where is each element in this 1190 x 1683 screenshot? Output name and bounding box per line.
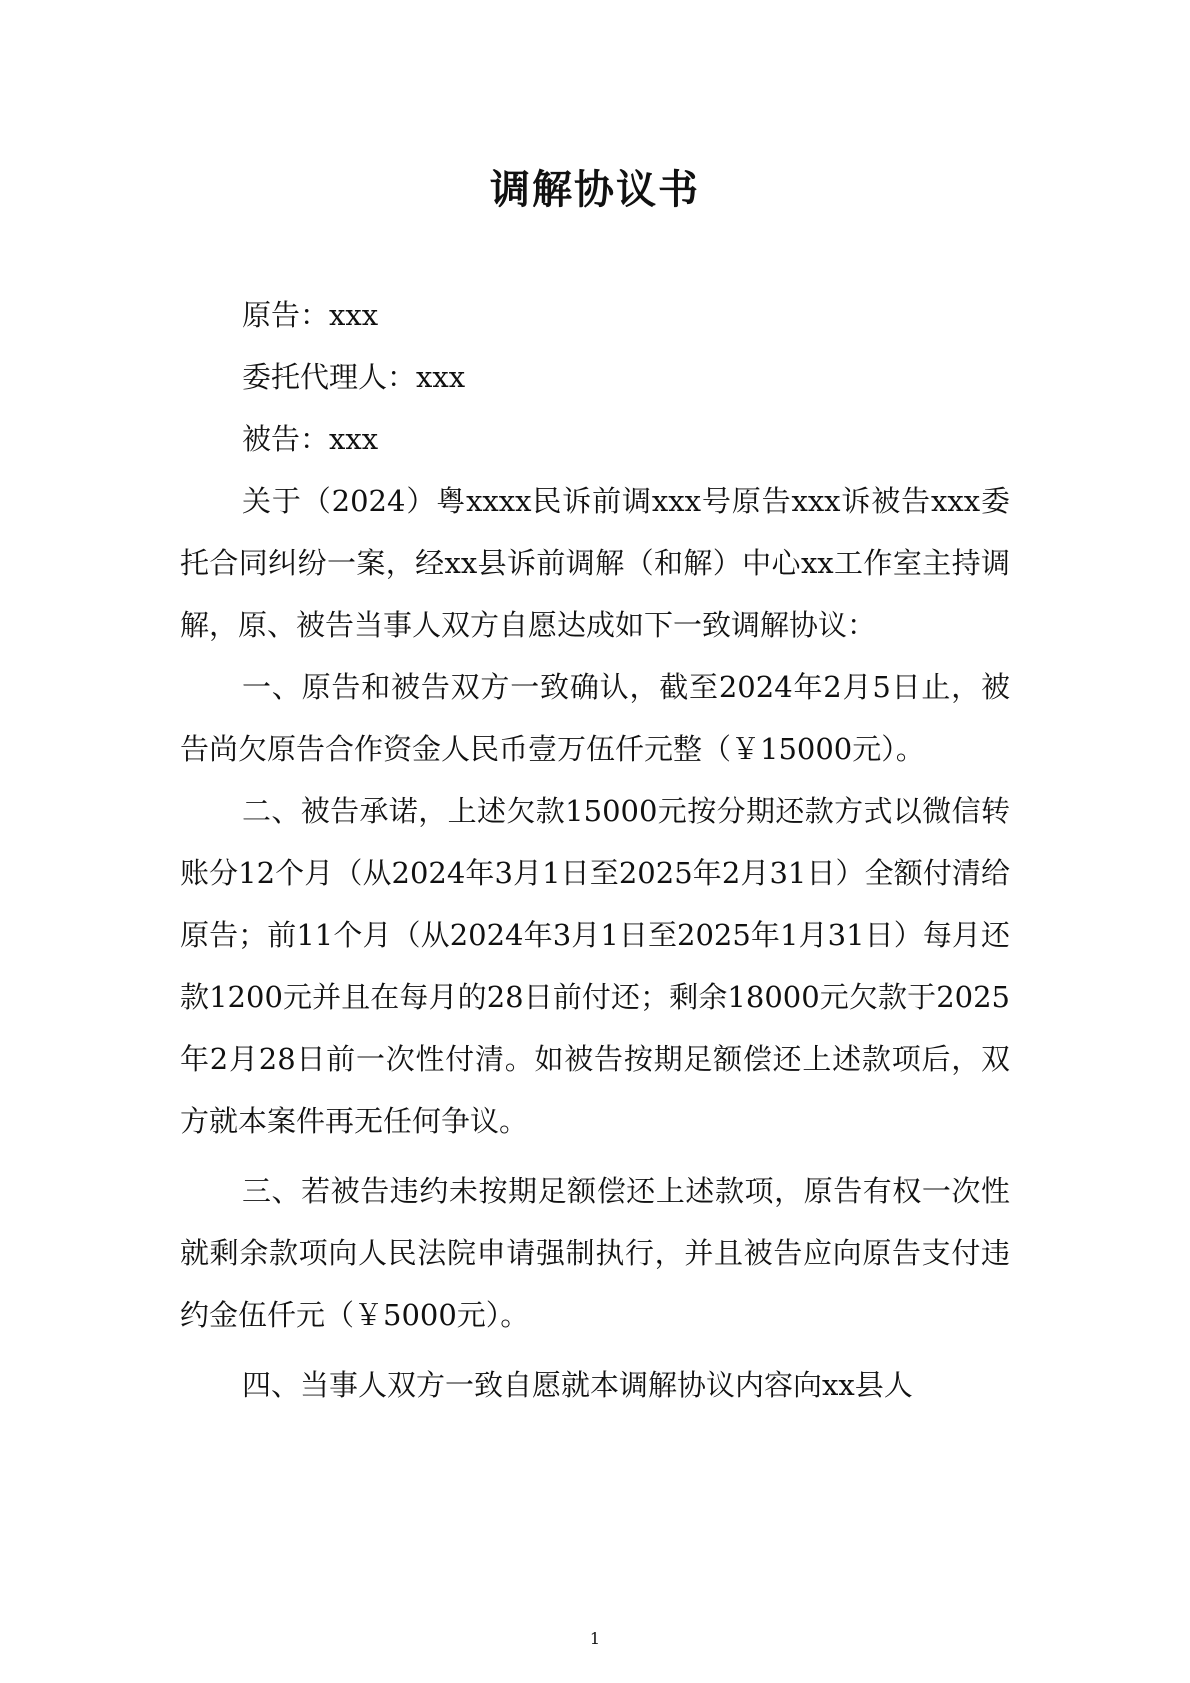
agent-line: 委托代理人：xxx [242,360,466,394]
plaintiff-line: 原告：xxx [242,298,379,332]
intro-paragraph: 关于（2024）粤xxxx民诉前调xxx号原告xxx诉被告xxx委托合同纠纷一案，经xx县诉前调解（和解）中心xx工作室主持调解，原、被告当事人双方自愿达成如下一致调解协议： [180,484,1010,642]
clause-one: 一、原告和被告双方一致确认，截至2024年2月5日止，被告尚欠原告合作资金人民币壹万伍仟元整（￥15000元）。 [180,670,1010,766]
document-title: 调解协议书 [490,167,700,213]
clause-four: 四、当事人双方一致自愿就本调解协议内容向xx县人 [242,1368,913,1402]
page-number: 1 [589,1629,601,1648]
document-body [180,284,1010,1416]
defendant-line: 被告：xxx [242,422,379,456]
clause-two: 二、被告承诺，上述欠款15000元按分期还款方式以微信转账分12个月（从2024年3月1日至2025年2月31日）全额付清给原告；前11个月（从2024年3月1日至2025年1月31日）每月还款1200元并且在每月的28日前付还；剩余18000元欠款于2025年2月28日前一次性付清。如被告按期足额偿还上述款项后，双方就本案件再无任何争议。 [180,794,1010,1138]
clause-three: 三、若被告违约未按期足额偿还上述款项，原告有权一次性就剩余款项向人民法院申请强制执行，并且被告应向原告支付违约金伍仟元（￥5000元）。 [180,1174,1010,1332]
